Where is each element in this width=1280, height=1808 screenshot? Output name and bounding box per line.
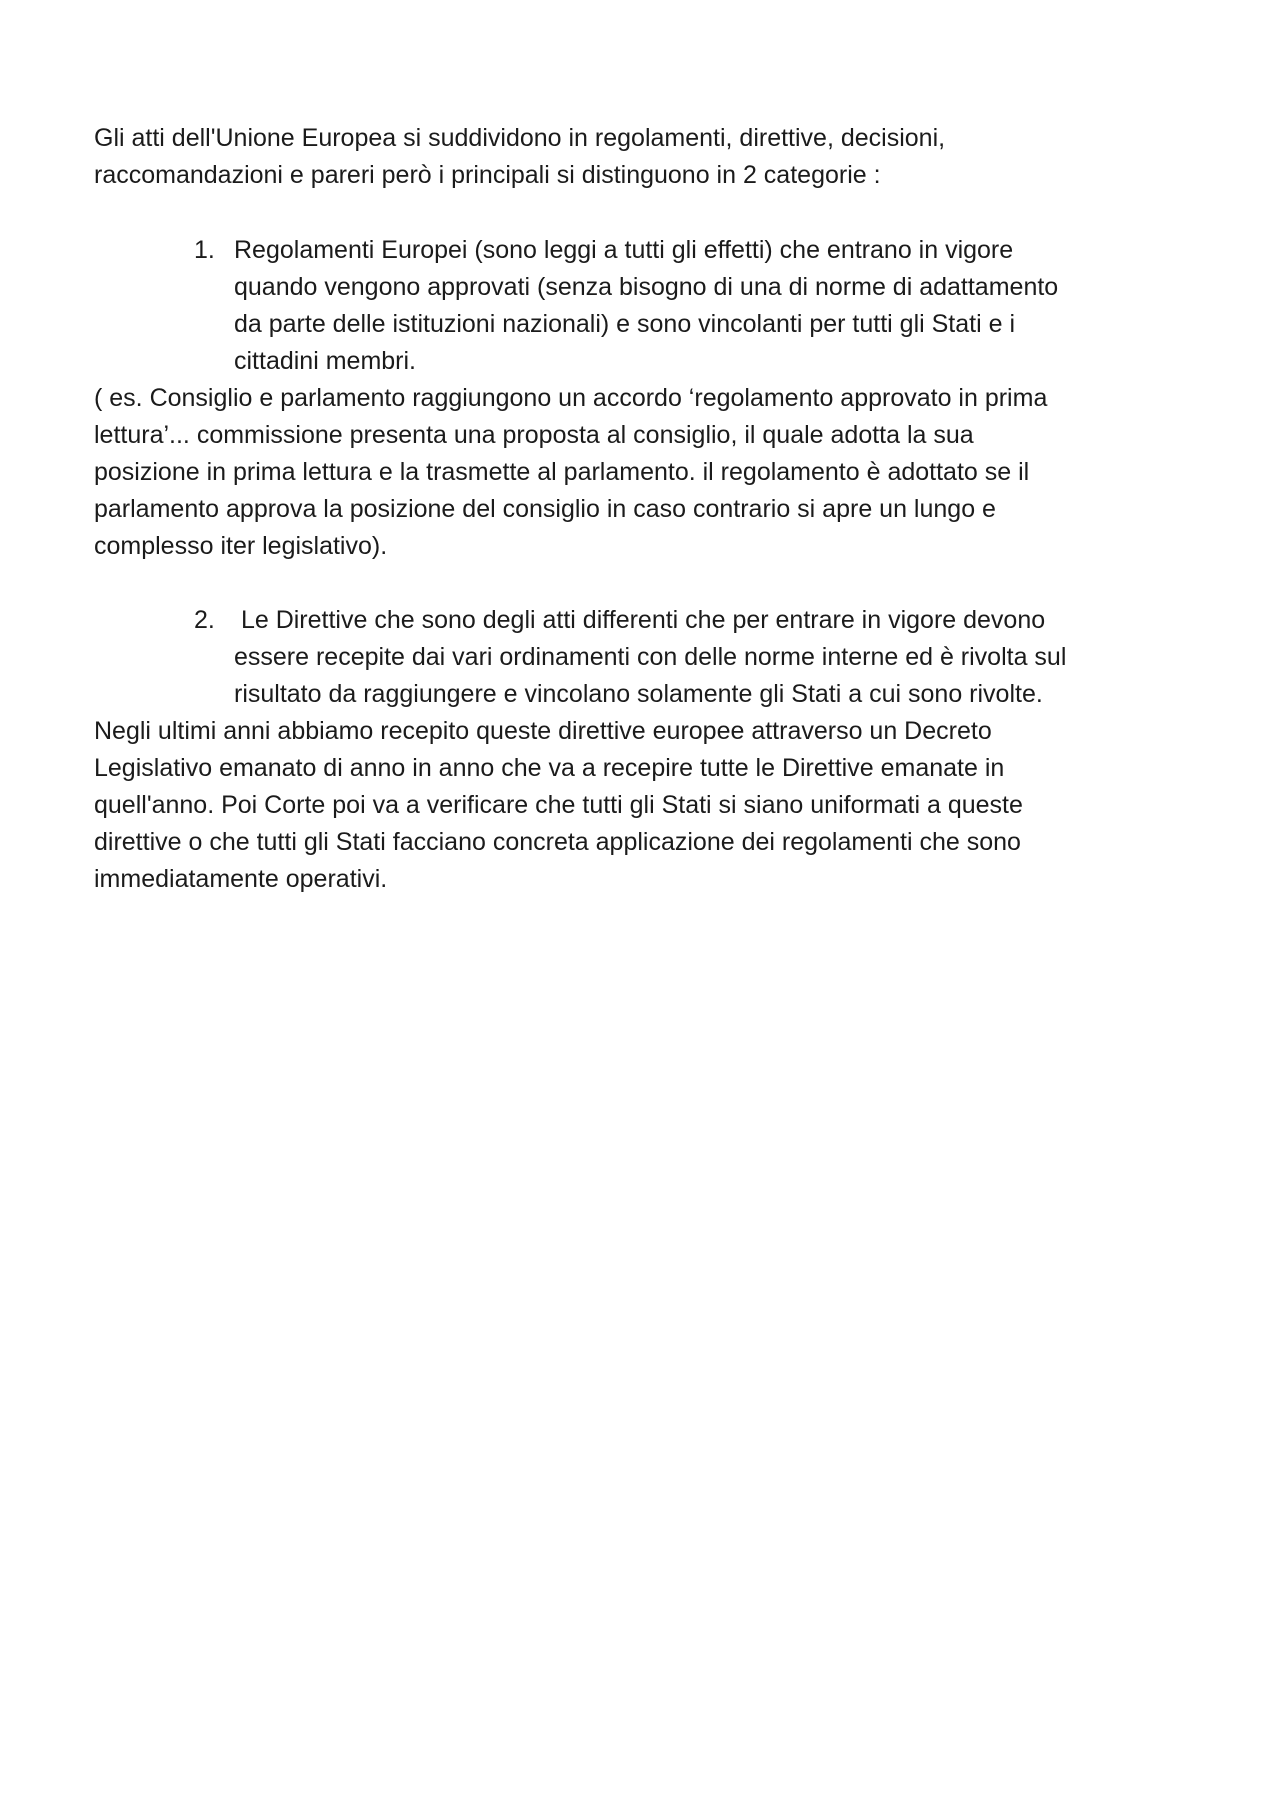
example-line: ( es. Consiglio e parlamento raggiungono un accordo ‘regolamento approvato in prima bbox=[94, 384, 1048, 412]
closing-line: Legislativo emanato di anno in anno che va a recepire tutte le Direttive emanate in bbox=[94, 754, 1005, 782]
closing-line: immediatamente operativi. bbox=[94, 865, 388, 893]
list-line: da parte delle istituzioni nazionali) e sono vincolanti per tutti gli Stati e i bbox=[234, 310, 1015, 338]
list-line: risultato da raggiungere e vincolano solamente gli Stati a cui sono rivolte. bbox=[234, 680, 1043, 708]
list-line: quando vengono approvati (senza bisogno di una di norme di adattamento bbox=[234, 273, 1059, 301]
list-item-direttive bbox=[194, 602, 1194, 713]
example-line: posizione in prima lettura e la trasmette al parlamento. il regolamento è adottato se il bbox=[94, 458, 1030, 486]
list-line: essere recepite dai vari ordinamenti con delle norme interne ed è rivolta sul bbox=[234, 643, 1067, 671]
example-line: lettura’... commissione presenta una proposta al consiglio, il quale adotta la sua bbox=[94, 421, 974, 449]
intro-line: Gli atti dell'Unione Europea si suddividono in regolamenti, direttive, decisioni, bbox=[94, 124, 946, 152]
list-item-text bbox=[234, 232, 1194, 380]
example-line: complesso iter legislativo). bbox=[94, 532, 388, 560]
list-item-regolamenti bbox=[194, 232, 1194, 380]
list-line: Regolamenti Europei (sono leggi a tutti gli effetti) che entrano in vigore bbox=[234, 236, 1014, 264]
list-line: cittadini membri. bbox=[234, 347, 416, 375]
intro-line: raccomandazioni e pareri però i principali si distinguono in 2 categorie : bbox=[94, 161, 881, 189]
intro-paragraph bbox=[94, 120, 1194, 194]
list-item-text bbox=[234, 602, 1194, 713]
closing-line: direttive o che tutti gli Stati facciano concreta applicazione dei regolamenti che sono bbox=[94, 828, 1021, 856]
list-line: Le Direttive che sono degli atti differenti che per entrare in vigore devono bbox=[234, 606, 1046, 634]
example-line: parlamento approva la posizione del consiglio in caso contrario si apre un lungo e bbox=[94, 495, 996, 523]
example-paragraph bbox=[94, 380, 1194, 565]
list-number: 1. bbox=[194, 236, 215, 264]
list-number: 2. bbox=[194, 606, 215, 634]
closing-paragraph bbox=[94, 713, 1194, 898]
closing-line: quell'anno. Poi Corte poi va a verificare che tutti gli Stati si siano uniformati a queste bbox=[94, 791, 1023, 819]
closing-line: Negli ultimi anni abbiamo recepito queste direttive europee attraverso un Decreto bbox=[94, 717, 992, 745]
